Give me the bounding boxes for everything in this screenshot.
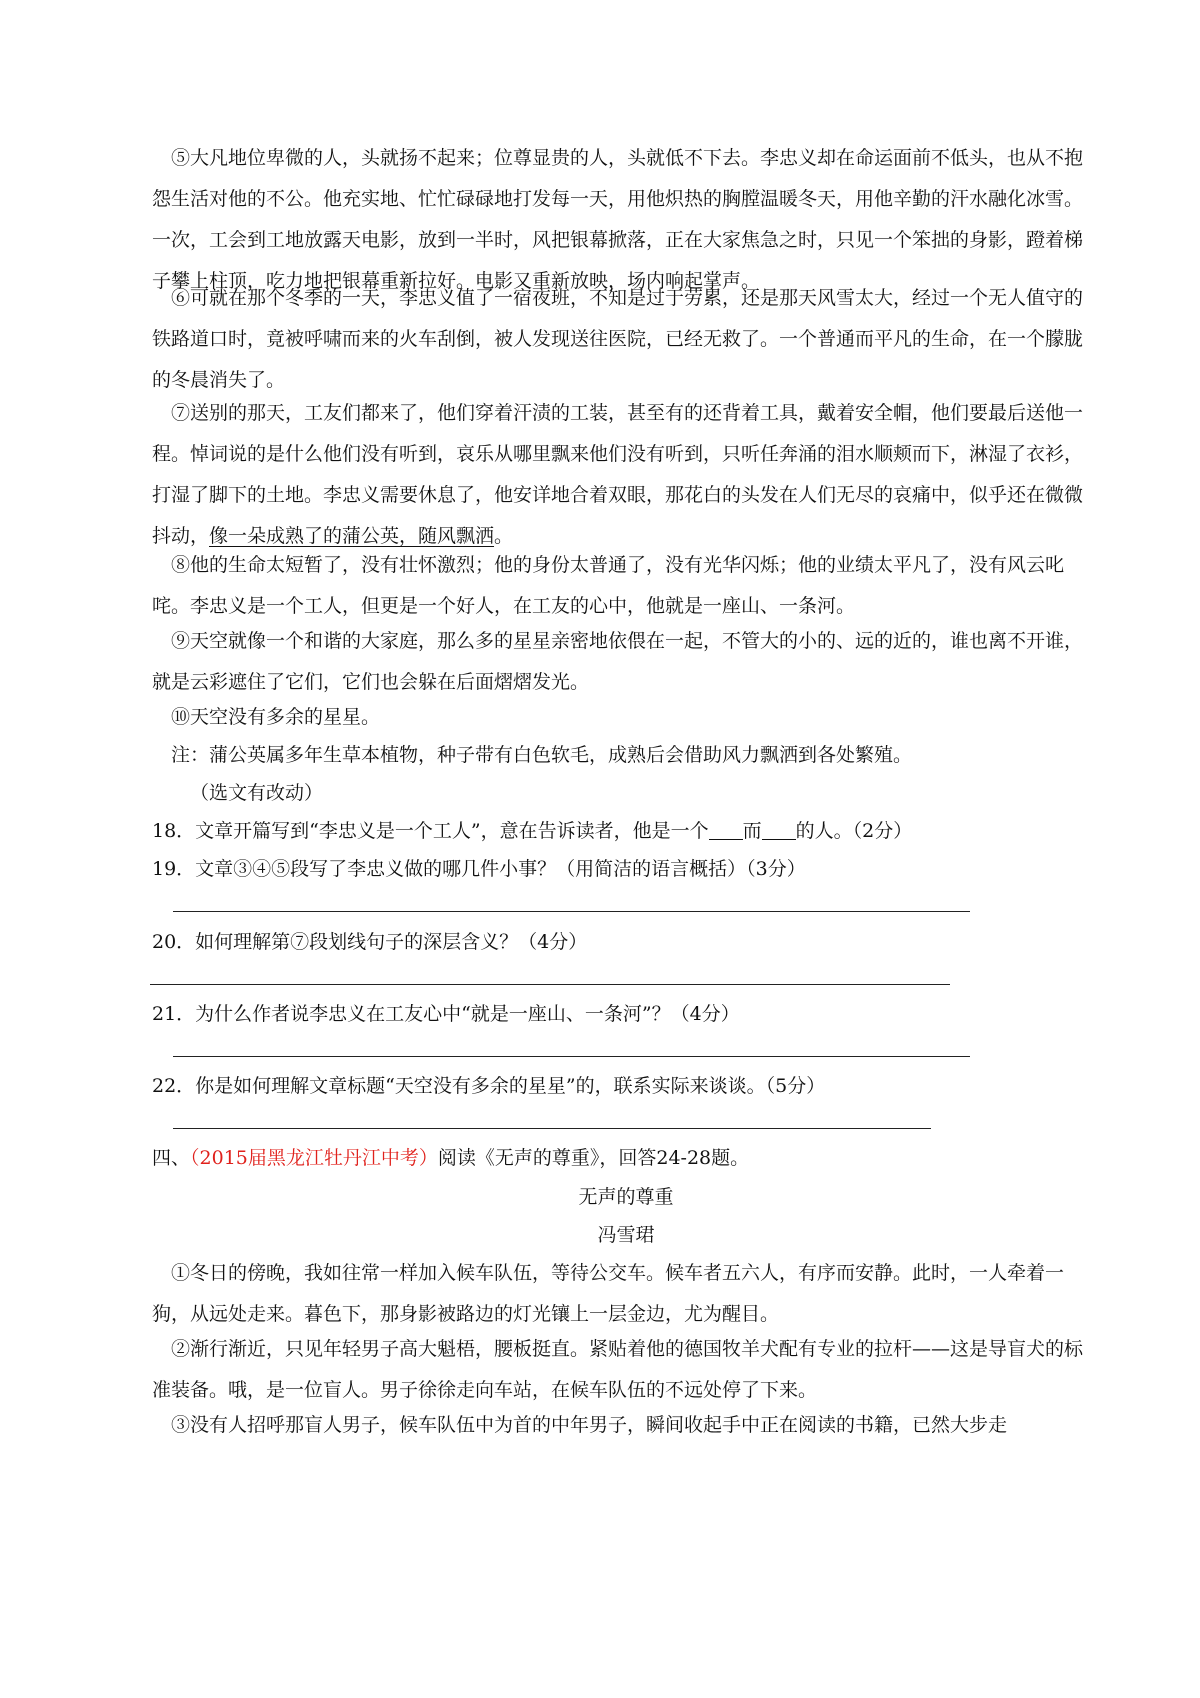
source-note: （选文有改动）	[190, 782, 324, 804]
passage-paragraph-2: ②渐行渐近，只见年轻男子高大魁梧，腰板挺直。紧贴着他的德国牧羊犬配有专业的拉杆——这是导盲犬的标准装备。哦，是一位盲人。男子徐徐走向车站，在候车队伍的不远处停了下来。	[152, 1338, 1084, 1401]
annotation-note: 注：蒲公英属多年生草本植物，种子带有白色软毛，成熟后会借助风力飘洒到各处繁殖。	[171, 744, 913, 766]
q18-text-a: 18．文章开篇写到“李忠义是一个工人”，意在告诉读者，他是一个	[152, 820, 709, 842]
answer-line-19[interactable]	[173, 911, 970, 912]
paragraph-9: ⑨天空就像一个和谐的大家庭，那么多的星星亲密地依偎在一起，不管大的小的、远的近的，谁也离不开谁，就是云彩遮住了它们，它们也会躲在后面熠熠发光。	[152, 630, 1084, 693]
paragraph-8: ⑧他的生命太短暂了，没有壮怀激烈；他的身份太普通了，没有光华闪烁；他的业绩太平凡了，没有风云叱咤。李忠义是一个工人，但更是一个好人，在工友的心中，他就是一座山、一条河。	[152, 554, 1065, 617]
section-4-heading	[152, 1138, 1100, 1179]
paragraph-7	[152, 393, 1100, 557]
passage-author: 冯雪珺	[597, 1224, 655, 1246]
paragraph-7-end: 。	[494, 525, 514, 547]
passage-title: 无声的尊重	[578, 1186, 674, 1208]
question-20: 20．如何理解第⑦段划线句子的深层含义？（4分）	[152, 931, 588, 953]
question-19: 19．文章③④⑤段写了李忠义做的哪几件小事？（用简洁的语言概括）（3分）	[152, 858, 806, 880]
section-4-prefix: 四、	[152, 1147, 191, 1169]
q18-blank-1[interactable]	[709, 820, 743, 840]
answer-line-22[interactable]	[173, 1128, 931, 1129]
answer-line-20[interactable]	[150, 984, 950, 985]
answer-line-21[interactable]	[173, 1056, 970, 1057]
paragraph-5: ⑤大凡地位卑微的人，头就扬不起来；位尊显贵的人，头就低不下去。李忠义却在命运面前不低头，也从不抱怨生活对他的不公。他充实地、忙忙碌碌地打发每一天，用他炽热的胸膛温暖冬天，用他辛勤的汗水融化冰雪。一次，工会到工地放露天电影，放到一半时，风把银幕掀落，正在大家焦急之时，只见一个笨拙的身影，蹬着梯子攀上柱顶，吃力地把银幕重新拉好。电影又重新放映，场内响起掌声。	[152, 147, 1084, 292]
section-4-instruction: 阅读《无声的尊重》，回答24-28题。	[437, 1147, 750, 1169]
q18-text-c: 的人。（2分）	[795, 820, 913, 842]
underlined-sentence: 像一朵成熟了的蒲公英，随风飘洒	[209, 525, 495, 547]
question-21: 21．为什么作者说李忠义在工友心中“就是一座山、一条河”？（4分）	[152, 1003, 740, 1025]
paragraph-7-text: ⑦送别的那天，工友们都来了，他们穿着汗渍的工装，甚至有的还背着工具，戴着安全帽，他们要最后送他一程。悼词说的是什么他们没有听到，哀乐从哪里飘来他们没有听到，只听任奔涌的泪水顺颊而下，淋湿了衣衫，打湿了脚下的土地。李忠义需要休息了，他安详地合着双眼，那花白的头发在人们无尽的哀痛中，似乎还在微微抖动，	[152, 402, 1084, 547]
paragraph-6: ⑥可就在那个冬季的一天，李忠义值了一宿夜班，不知是过于劳累，还是那天风雪太大，经过一个无人值守的铁路道口时，竟被呼啸而来的火车刮倒，被人发现送往医院，已经无救了。一个普通而平凡的生命，在一个朦胧的冬晨消失了。	[152, 287, 1084, 391]
question-22: 22．你是如何理解文章标题“天空没有多余的星星”的，联系实际来谈谈。（5分）	[152, 1075, 826, 1097]
section-4-source: （2015届黑龙江牡丹江中考）	[190, 1147, 438, 1169]
passage-paragraph-1: ①冬日的傍晚，我如往常一样加入候车队伍，等待公交车。候车者五六人，有序而安静。此时，一人牵着一狗，从远处走来。暮色下，那身影被路边的灯光镶上一层金边，尤为醒目。	[152, 1262, 1065, 1325]
paragraph-10: ⑩天空没有多余的星星。	[171, 706, 381, 728]
passage-paragraph-3: ③没有人招呼那盲人男子，候车队伍中为首的中年男子，瞬间收起手中正在阅读的书籍，已然大步走	[171, 1414, 1008, 1436]
q18-text-b: 而	[742, 820, 762, 842]
q18-blank-2[interactable]	[762, 820, 796, 840]
question-18	[152, 811, 1100, 852]
